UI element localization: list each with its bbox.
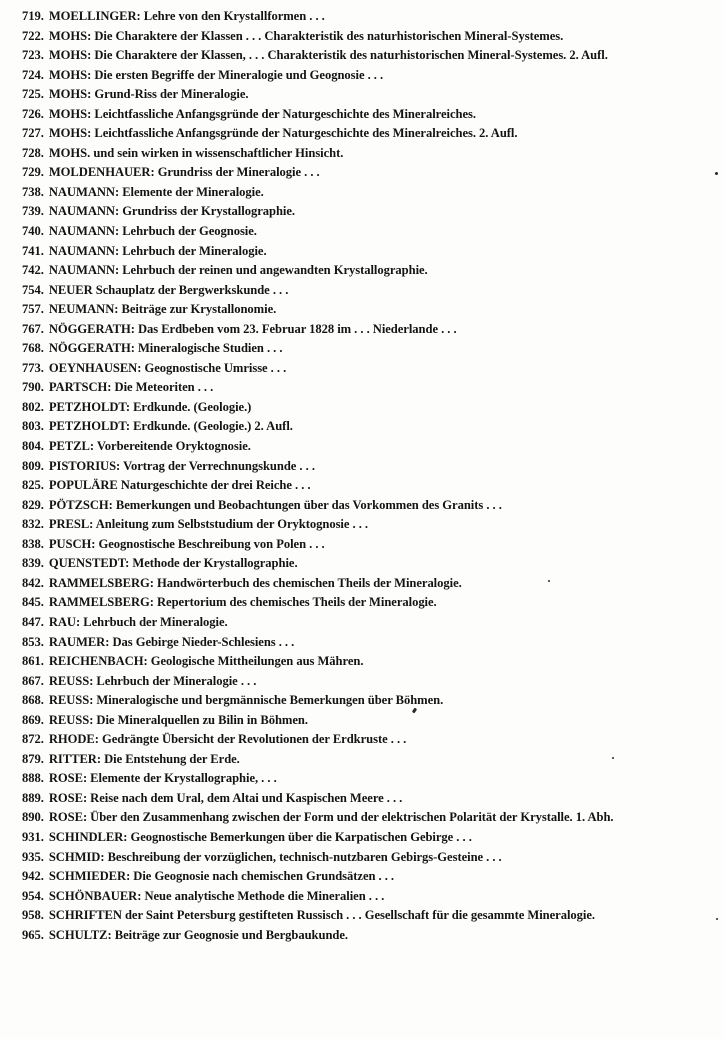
scan-speck xyxy=(715,172,718,175)
list-item xyxy=(22,437,718,457)
entry-text: REICHENBACH: Geologische Mittheilungen aus Mähren. xyxy=(48,654,364,669)
list-item xyxy=(22,574,718,594)
entry-text: RAMMELSBERG: Repertorium des chemisches Theils der Mineralogie. xyxy=(48,595,437,610)
entry-number: 724. xyxy=(22,67,44,82)
entry-text: ROSE: Elemente der Krystallographie, . . . xyxy=(48,771,277,786)
list-item xyxy=(22,27,718,47)
entry-number: 888. xyxy=(22,771,44,786)
list-item xyxy=(22,300,718,320)
list-item xyxy=(22,7,718,27)
entry-number: 845. xyxy=(22,595,44,610)
entry-text: NEUMANN: Beiträge zur Krystallonomie. xyxy=(48,302,277,317)
list-item xyxy=(22,730,718,750)
entry-number: 868. xyxy=(22,693,44,708)
list-item xyxy=(22,320,718,340)
entry-number: 738. xyxy=(22,184,44,199)
list-item xyxy=(22,476,718,496)
entry-text: SCHINDLER: Geognostische Bemerkungen über die Karpatischen Gebirge . . . xyxy=(48,829,472,844)
entry-number: 958. xyxy=(22,908,44,923)
entry-text: NAUMANN: Lehrbuch der reinen und angewandten Krystallographie. xyxy=(48,263,428,278)
list-item xyxy=(22,769,718,789)
entry-number: 879. xyxy=(22,751,44,766)
list-item xyxy=(22,652,718,672)
entry-text: PARTSCH: Die Meteoriten . . . xyxy=(48,380,214,395)
list-item xyxy=(22,711,718,731)
entry-text: NEUER Schauplatz der Bergwerkskunde . . . xyxy=(48,282,289,297)
entry-number: 802. xyxy=(22,399,44,414)
entry-number: 954. xyxy=(22,888,44,903)
entry-number: 726. xyxy=(22,106,44,121)
list-item xyxy=(22,163,718,183)
entry-number: 861. xyxy=(22,654,44,669)
entry-text: MOELLINGER: Lehre von den Krystallformen . . . xyxy=(48,9,325,23)
entry-number: 742. xyxy=(22,263,44,278)
list-item xyxy=(22,242,718,262)
list-item xyxy=(22,378,718,398)
entry-text: NÖGGERATH: Das Erdbeben vom 23. Februar 1828 im . . . Niederlande . . . xyxy=(48,321,457,336)
entry-text: MOHS. und sein wirken in wissenschaftlicher Hinsicht. xyxy=(48,145,344,160)
entry-number: 890. xyxy=(22,810,44,825)
entry-text: NÖGGERATH: Mineralogische Studien . . . xyxy=(48,341,283,356)
entry-text: MOHS: Die ersten Begriffe der Mineralogie und Geognosie . . . xyxy=(48,67,384,82)
list-item xyxy=(22,613,718,633)
entry-text: ROSE: Reise nach dem Ural, dem Altai und Kaspischen Meere . . . xyxy=(48,790,403,805)
entry-number: 741. xyxy=(22,243,44,258)
list-item xyxy=(22,554,718,574)
entry-text: POPULÄRE Naturgeschichte der drei Reiche . . . xyxy=(48,478,311,493)
entry-number: 804. xyxy=(22,439,44,454)
list-item xyxy=(22,789,718,809)
scan-speck xyxy=(612,757,614,759)
entry-number: 739. xyxy=(22,204,44,219)
entry-number: 872. xyxy=(22,732,44,747)
list-item xyxy=(22,359,718,379)
list-item xyxy=(22,750,718,770)
bibliography-list xyxy=(22,7,718,945)
entry-text: PRESL: Anleitung zum Selbststudium der Oryktognosie . . . xyxy=(48,517,368,532)
list-item xyxy=(22,535,718,555)
list-item xyxy=(22,46,718,66)
list-item xyxy=(22,124,718,144)
list-item xyxy=(22,691,718,711)
list-item xyxy=(22,202,718,222)
entry-text: SCHÖNBAUER: Neue analytische Methode die Mineralien . . . xyxy=(48,888,385,903)
list-item xyxy=(22,848,718,868)
entry-number: 867. xyxy=(22,673,44,688)
entry-number: 723. xyxy=(22,48,44,63)
list-item xyxy=(22,808,718,828)
entry-number: 740. xyxy=(22,224,44,239)
entry-number: 869. xyxy=(22,712,44,727)
list-item xyxy=(22,887,718,907)
list-item xyxy=(22,85,718,105)
entry-number: 803. xyxy=(22,419,44,434)
list-item xyxy=(22,906,718,926)
entry-text: REUSS: Mineralogische und bergmännische Bemerkungen über Böhmen. xyxy=(48,693,444,708)
list-item xyxy=(22,398,718,418)
entry-number: 729. xyxy=(22,165,44,180)
list-item xyxy=(22,496,718,516)
entry-number: 829. xyxy=(22,497,44,512)
entry-number: 725. xyxy=(22,87,44,102)
entry-number: 727. xyxy=(22,126,44,141)
list-item xyxy=(22,593,718,613)
entry-text: MOHS: Die Charaktere der Klassen . . . Charakteristik des naturhistorischen Mineral-Systemes. xyxy=(48,28,564,43)
entry-text: NAUMANN: Grundriss der Krystallographie. xyxy=(48,204,295,219)
entry-text: MOLDENHAUER: Grundriss der Mineralogie . . . xyxy=(48,165,320,180)
entry-text: RHODE: Gedrängte Übersicht der Revolutionen der Erdkruste . . . xyxy=(48,732,407,747)
list-item xyxy=(22,672,718,692)
list-item xyxy=(22,339,718,359)
entry-number: 931. xyxy=(22,829,44,844)
entry-number: 965. xyxy=(22,927,44,942)
scan-speck xyxy=(548,580,550,582)
entry-text: MOHS: Leichtfassliche Anfangsgründe der Naturgeschichte des Mineralreiches. xyxy=(48,106,476,121)
entry-text: OEYNHAUSEN: Geognostische Umrisse . . . xyxy=(48,360,287,375)
entry-number: 754. xyxy=(22,282,44,297)
list-item xyxy=(22,183,718,203)
entry-number: 809. xyxy=(22,458,44,473)
list-item xyxy=(22,261,718,281)
entry-text: PISTORIUS: Vortrag der Verrechnungskunde . . . xyxy=(48,458,315,473)
scan-speck xyxy=(716,918,718,920)
entry-text: SCHMIEDER: Die Geognosie nach chemischen Grundsätzen . . . xyxy=(48,869,395,884)
entry-number: 847. xyxy=(22,614,44,629)
entry-text: MOHS: Grund-Riss der Mineralogie. xyxy=(48,87,249,102)
entry-text: RITTER: Die Entstehung der Erde. xyxy=(48,751,240,766)
entry-text: PUSCH: Geognostische Beschreibung von Polen . . . xyxy=(48,536,325,551)
entry-text: MOHS: Leichtfassliche Anfangsgründe der Naturgeschichte des Mineralreiches. 2. Aufl. xyxy=(48,126,518,141)
entry-number: 839. xyxy=(22,556,44,571)
list-item xyxy=(22,66,718,86)
list-item xyxy=(22,633,718,653)
entry-number: 825. xyxy=(22,478,44,493)
entry-number: 719. xyxy=(22,9,44,23)
entry-number: 757. xyxy=(22,302,44,317)
entry-text: REUSS: Lehrbuch der Mineralogie . . . xyxy=(48,673,257,688)
entry-text: NAUMANN: Lehrbuch der Geognosie. xyxy=(48,224,257,239)
list-item xyxy=(22,867,718,887)
entry-number: 842. xyxy=(22,575,44,590)
list-item xyxy=(22,222,718,242)
entry-number: 935. xyxy=(22,849,44,864)
list-item xyxy=(22,105,718,125)
entry-text: SCHMID: Beschreibung der vorzüglichen, technisch-nutzbaren Gebirgs-Gesteine . . . xyxy=(48,849,502,864)
entry-text: ROSE: Über den Zusammenhang zwischen der Form und der elektrischen Polarität der Krystalle. 1. Abh. xyxy=(48,810,614,825)
entry-number: 768. xyxy=(22,341,44,356)
entry-text: MOHS: Die Charaktere der Klassen, . . . Charakteristik des naturhistorischen Mineral-Systemes. 2. Aufl. xyxy=(48,48,608,63)
entry-number: 728. xyxy=(22,145,44,160)
entry-number: 853. xyxy=(22,634,44,649)
entry-number: 838. xyxy=(22,536,44,551)
list-item xyxy=(22,144,718,164)
entry-text: NAUMANN: Lehrbuch der Mineralogie. xyxy=(48,243,267,258)
entry-text: PETZHOLDT: Erdkunde. (Geologie.) xyxy=(48,399,252,414)
entry-number: 942. xyxy=(22,869,44,884)
entry-text: PETZHOLDT: Erdkunde. (Geologie.) 2. Aufl. xyxy=(48,419,293,434)
entry-text: RAMMELSBERG: Handwörterbuch des chemischen Theils der Mineralogie. xyxy=(48,575,462,590)
list-item xyxy=(22,281,718,301)
entry-text: RAUMER: Das Gebirge Nieder-Schlesiens . . . xyxy=(48,634,295,649)
entry-number: 889. xyxy=(22,790,44,805)
entry-number: 767. xyxy=(22,321,44,336)
entry-text: NAUMANN: Elemente der Mineralogie. xyxy=(48,184,264,199)
list-item xyxy=(22,828,718,848)
list-item xyxy=(22,515,718,535)
entry-text: PETZL: Vorbereitende Oryktognosie. xyxy=(48,439,251,454)
entry-number: 790. xyxy=(22,380,44,395)
entry-number: 722. xyxy=(22,28,44,43)
list-item xyxy=(22,926,718,946)
entry-number: 832. xyxy=(22,517,44,532)
list-item xyxy=(22,457,718,477)
entry-number: 773. xyxy=(22,360,44,375)
entry-text: SCHULTZ: Beiträge zur Geognosie und Bergbaukunde. xyxy=(48,927,348,942)
list-item xyxy=(22,417,718,437)
entry-text: RAU: Lehrbuch der Mineralogie. xyxy=(48,614,228,629)
entry-text: SCHRIFTEN der Saint Petersburg gestifteten Russisch . . . Gesellschaft für die gesammte Mineralogie. xyxy=(48,908,595,923)
entry-text: QUENSTEDT: Methode der Krystallographie. xyxy=(48,556,298,571)
entry-text: REUSS: Die Mineralquellen zu Bilin in Böhmen. xyxy=(48,712,308,727)
entry-text: PÖTZSCH: Bemerkungen und Beobachtungen über das Vorkommen des Granits . . . xyxy=(48,497,502,512)
